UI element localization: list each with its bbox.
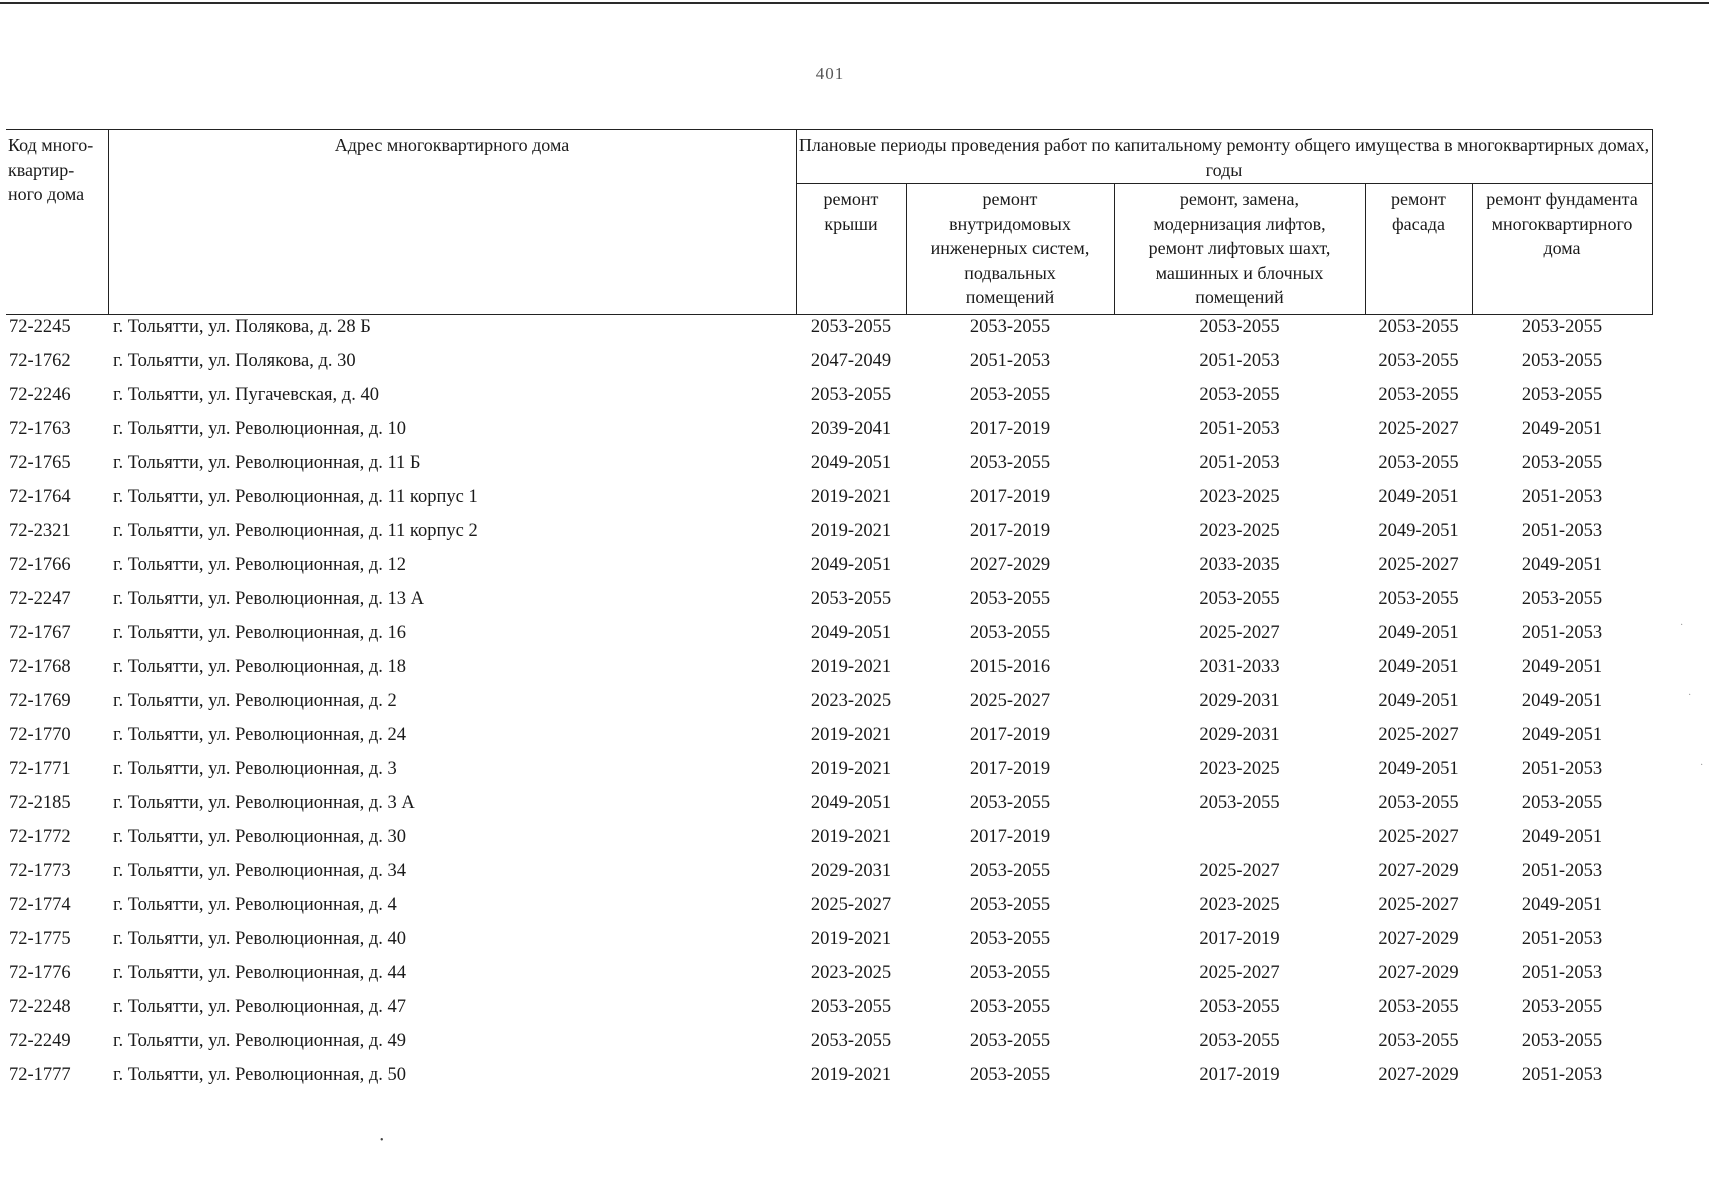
cell-roof: 2019-2021 (810, 929, 892, 949)
cell-foundation: 2053-2055 (1521, 589, 1603, 609)
cell-elevators: 2053-2055 (1199, 589, 1280, 609)
cell-roof: 2025-2027 (810, 895, 892, 915)
cell-address: г. Тольятти, ул. Революционная, д. 3 А (113, 793, 415, 813)
table-row (6, 859, 1652, 893)
header-planned-periods: Плановые периоды проведения работ по капитальному ремонту общего имущества в многоквартирных домах, годы (796, 130, 1652, 184)
cell-address: г. Тольятти, ул. Революционная, д. 50 (113, 1065, 406, 1085)
cell-elevators: 2029-2031 (1199, 725, 1280, 745)
cell-roof: 2039-2041 (810, 419, 892, 439)
cell-facade: 2053-2055 (1378, 589, 1459, 609)
cell-code: 72-1776 (9, 963, 71, 983)
table-row (6, 485, 1652, 519)
cell-foundation: 2053-2055 (1521, 1031, 1603, 1051)
cell-address: г. Тольятти, ул. Революционная, д. 30 (113, 827, 406, 847)
cell-engineering-systems: 2053-2055 (969, 793, 1051, 813)
cell-address: г. Тольятти, ул. Революционная, д. 16 (113, 623, 406, 643)
table-row (6, 757, 1652, 791)
cell-address: г. Тольятти, ул. Революционная, д. 2 (113, 691, 397, 711)
cell-address: г. Тольятти, ул. Революционная, д. 12 (113, 555, 406, 575)
table-row (6, 349, 1652, 383)
cell-roof: 2023-2025 (810, 963, 892, 983)
table-body (6, 315, 1652, 1098)
cell-roof: 2053-2055 (810, 317, 892, 337)
cell-elevators: 2053-2055 (1199, 793, 1280, 813)
cell-elevators: 2023-2025 (1199, 895, 1280, 915)
cell-address: г. Тольятти, ул. Революционная, д. 24 (113, 725, 406, 745)
cell-foundation: 2053-2055 (1521, 453, 1603, 473)
table-row (6, 655, 1652, 689)
cell-code: 72-1768 (9, 657, 71, 677)
cell-foundation: 2051-2053 (1521, 487, 1603, 507)
table-row (6, 587, 1652, 621)
cell-engineering-systems: 2053-2055 (969, 963, 1051, 983)
cell-elevators: 2051-2053 (1199, 419, 1280, 439)
cell-facade: 2049-2051 (1378, 623, 1459, 643)
cell-roof: 2053-2055 (810, 589, 892, 609)
cell-facade: 2025-2027 (1378, 419, 1459, 439)
cell-elevators: 2033-2035 (1199, 555, 1280, 575)
cell-facade: 2053-2055 (1378, 453, 1459, 473)
scan-speck: · (1688, 690, 1692, 701)
table-row (6, 723, 1652, 757)
table-row (6, 927, 1652, 961)
cell-foundation: 2049-2051 (1521, 895, 1603, 915)
cell-elevators: 2031-2033 (1199, 657, 1280, 677)
cell-address: г. Тольятти, ул. Полякова, д. 30 (113, 351, 356, 371)
header-roof: ремонт крыши (796, 184, 906, 315)
header-code: Код много- квартир- ного дома (6, 130, 108, 315)
cell-facade: 2049-2051 (1378, 691, 1459, 711)
cell-code: 72-1762 (9, 351, 71, 371)
cell-address: г. Тольятти, ул. Революционная, д. 11 Б (113, 453, 421, 473)
cell-roof: 2019-2021 (810, 657, 892, 677)
table-row (6, 451, 1652, 485)
cell-foundation: 2051-2053 (1521, 623, 1603, 643)
cell-roof: 2049-2051 (810, 623, 892, 643)
cell-engineering-systems: 2053-2055 (969, 623, 1051, 643)
cell-code: 72-1766 (9, 555, 71, 575)
cell-code: 72-1767 (9, 623, 71, 643)
cell-address: г. Тольятти, ул. Революционная, д. 3 (113, 759, 397, 779)
cell-foundation: 2049-2051 (1521, 555, 1603, 575)
cell-foundation: 2051-2053 (1521, 521, 1603, 541)
cell-engineering-systems: 2017-2019 (969, 827, 1051, 847)
cell-address: г. Тольятти, ул. Революционная, д. 18 (113, 657, 406, 677)
cell-engineering-systems: 2017-2019 (969, 759, 1051, 779)
cell-roof: 2019-2021 (810, 827, 892, 847)
cell-engineering-systems: 2053-2055 (969, 1031, 1051, 1051)
cell-facade: 2027-2029 (1378, 929, 1459, 949)
table-row (6, 417, 1652, 451)
cell-engineering-systems: 2017-2019 (969, 487, 1051, 507)
cell-engineering-systems: 2053-2055 (969, 1065, 1051, 1085)
table-row (6, 553, 1652, 587)
cell-facade: 2027-2029 (1378, 963, 1459, 983)
cell-facade: 2027-2029 (1378, 861, 1459, 881)
cell-engineering-systems: 2053-2055 (969, 317, 1051, 337)
scan-speck: · (1700, 760, 1704, 771)
cell-code: 72-1770 (9, 725, 71, 745)
cell-roof: 2053-2055 (810, 997, 892, 1017)
table-row (6, 1063, 1652, 1097)
cell-code: 72-2321 (9, 521, 71, 541)
cell-engineering-systems: 2051-2053 (969, 351, 1051, 371)
cell-foundation: 2049-2051 (1521, 691, 1603, 711)
cell-roof: 2053-2055 (810, 385, 892, 405)
scan-speck: · (1680, 620, 1684, 631)
cell-facade: 2053-2055 (1378, 385, 1459, 405)
cell-foundation: 2053-2055 (1521, 317, 1603, 337)
cell-address: г. Тольятти, ул. Революционная, д. 49 (113, 1031, 406, 1051)
cell-address: г. Тольятти, ул. Революционная, д. 4 (113, 895, 397, 915)
cell-address: г. Тольятти, ул. Революционная, д. 34 (113, 861, 406, 881)
table-row (6, 689, 1652, 723)
cell-facade: 2049-2051 (1378, 759, 1459, 779)
cell-engineering-systems: 2053-2055 (969, 453, 1051, 473)
cell-code: 72-1765 (9, 453, 71, 473)
cell-foundation: 2053-2055 (1521, 793, 1603, 813)
cell-elevators: 2023-2025 (1199, 759, 1280, 779)
cell-foundation: 2051-2053 (1521, 861, 1603, 881)
cell-facade: 2025-2027 (1378, 895, 1459, 915)
cell-foundation: 2053-2055 (1521, 385, 1603, 405)
top-border-line (0, 2, 1709, 4)
cell-engineering-systems: 2053-2055 (969, 589, 1051, 609)
cell-foundation: 2049-2051 (1521, 419, 1603, 439)
cell-address: г. Тольятти, ул. Полякова, д. 28 Б (113, 317, 371, 337)
table-row (6, 791, 1652, 825)
table-row (6, 825, 1652, 859)
cell-elevators: 2017-2019 (1199, 929, 1280, 949)
cell-facade: 2025-2027 (1378, 555, 1459, 575)
cell-address: г. Тольятти, ул. Революционная, д. 44 (113, 963, 406, 983)
cell-roof: 2019-2021 (810, 1065, 892, 1085)
cell-elevators: 2053-2055 (1199, 385, 1280, 405)
cell-engineering-systems: 2053-2055 (969, 997, 1051, 1017)
table-row (6, 1029, 1652, 1063)
cell-foundation: 2051-2053 (1521, 929, 1603, 949)
cell-code: 72-1764 (9, 487, 71, 507)
header-address: Адрес многоквартирного дома (108, 130, 796, 315)
cell-elevators: 2017-2019 (1199, 1065, 1280, 1085)
cell-elevators: 2023-2025 (1199, 521, 1280, 541)
cell-foundation: 2053-2055 (1521, 997, 1603, 1017)
cell-roof: 2023-2025 (810, 691, 892, 711)
cell-elevators: 2025-2027 (1199, 861, 1280, 881)
cell-facade: 2053-2055 (1378, 1031, 1459, 1051)
cell-facade: 2025-2027 (1378, 827, 1459, 847)
cell-engineering-systems: 2017-2019 (969, 521, 1051, 541)
cell-code: 72-1773 (9, 861, 71, 881)
cell-roof: 2019-2021 (810, 487, 892, 507)
cell-elevators: 2053-2055 (1199, 1031, 1280, 1051)
cell-elevators: 2023-2025 (1199, 487, 1280, 507)
header-facade: ремонт фасада (1365, 184, 1472, 315)
cell-code: 72-1769 (9, 691, 71, 711)
cell-roof: 2019-2021 (810, 759, 892, 779)
cell-roof: 2019-2021 (810, 521, 892, 541)
cell-code: 72-1772 (9, 827, 71, 847)
cell-roof: 2019-2021 (810, 725, 892, 745)
cell-code: 72-1775 (9, 929, 71, 949)
table-row (6, 995, 1652, 1029)
cell-facade: 2049-2051 (1378, 521, 1459, 541)
cell-code: 72-1771 (9, 759, 71, 779)
cell-code: 72-1777 (9, 1065, 71, 1085)
repair-schedule-table (6, 129, 1653, 1097)
cell-address: г. Тольятти, ул. Революционная, д. 11 корпус 1 (113, 487, 478, 507)
cell-foundation: 2051-2053 (1521, 759, 1603, 779)
cell-address: г. Тольятти, ул. Пугачевская, д. 40 (113, 385, 379, 405)
cell-engineering-systems: 2053-2055 (969, 385, 1051, 405)
cell-code: 72-2247 (9, 589, 71, 609)
cell-facade: 2025-2027 (1378, 725, 1459, 745)
cell-code: 72-2248 (9, 997, 71, 1017)
cell-elevators: 2051-2053 (1199, 453, 1280, 473)
cell-address: г. Тольятти, ул. Революционная, д. 13 А (113, 589, 424, 609)
cell-foundation: 2049-2051 (1521, 657, 1603, 677)
table-row (6, 961, 1652, 995)
cell-roof: 2049-2051 (810, 453, 892, 473)
cell-elevators: 2053-2055 (1199, 317, 1280, 337)
cell-engineering-systems: 2015-2016 (969, 657, 1051, 677)
cell-address: г. Тольятти, ул. Революционная, д. 40 (113, 929, 406, 949)
cell-roof: 2049-2051 (810, 793, 892, 813)
cell-address: г. Тольятти, ул. Революционная, д. 11 корпус 2 (113, 521, 478, 541)
cell-facade: 2049-2051 (1378, 657, 1459, 677)
cell-engineering-systems: 2017-2019 (969, 419, 1051, 439)
cell-facade: 2053-2055 (1378, 793, 1459, 813)
cell-elevators: 2025-2027 (1199, 963, 1280, 983)
cell-facade: 2049-2051 (1378, 487, 1459, 507)
cell-engineering-systems: 2053-2055 (969, 895, 1051, 915)
cell-roof: 2049-2051 (810, 555, 892, 575)
cell-foundation: 2053-2055 (1521, 351, 1603, 371)
cell-roof: 2047-2049 (810, 351, 892, 371)
cell-elevators: 2051-2053 (1199, 351, 1280, 371)
table-row (6, 621, 1652, 655)
cell-elevators: 2029-2031 (1199, 691, 1280, 711)
cell-address: г. Тольятти, ул. Революционная, д. 47 (113, 997, 406, 1017)
scan-speck: • (380, 1135, 384, 1146)
cell-roof: 2053-2055 (810, 1031, 892, 1051)
header-elevators: ремонт, замена, модернизация лифтов, ремонт лифтовых шахт, машинных и блочных помещений (1114, 184, 1365, 315)
table-row (6, 893, 1652, 927)
table-row (6, 315, 1652, 350)
cell-facade: 2053-2055 (1378, 351, 1459, 371)
cell-code: 72-1774 (9, 895, 71, 915)
cell-code: 72-2249 (9, 1031, 71, 1051)
cell-engineering-systems: 2053-2055 (969, 929, 1051, 949)
header-engineering-systems: ремонт внутридомовых инженерных систем, подвальных помещений (906, 184, 1114, 315)
cell-facade: 2053-2055 (1378, 317, 1459, 337)
cell-foundation: 2051-2053 (1521, 963, 1603, 983)
cell-code: 72-2245 (9, 317, 71, 337)
cell-elevators (1114, 825, 1365, 859)
cell-foundation: 2051-2053 (1521, 1065, 1603, 1085)
page-number: 401 (815, 64, 845, 83)
cell-foundation: 2049-2051 (1521, 725, 1603, 745)
cell-elevators: 2025-2027 (1199, 623, 1280, 643)
cell-engineering-systems: 2025-2027 (969, 691, 1051, 711)
cell-code: 72-1763 (9, 419, 71, 439)
cell-code: 72-2246 (9, 385, 71, 405)
cell-foundation: 2049-2051 (1521, 827, 1603, 847)
cell-engineering-systems: 2017-2019 (969, 725, 1051, 745)
cell-facade: 2053-2055 (1378, 997, 1459, 1017)
cell-elevators: 2053-2055 (1199, 997, 1280, 1017)
header-foundation: ремонт фундамента многоквартирного дома (1472, 184, 1652, 315)
table-row (6, 383, 1652, 417)
cell-engineering-systems: 2053-2055 (969, 861, 1051, 881)
cell-facade: 2027-2029 (1378, 1065, 1459, 1085)
table-row (6, 519, 1652, 553)
cell-address: г. Тольятти, ул. Революционная, д. 10 (113, 419, 406, 439)
cell-code: 72-2185 (9, 793, 71, 813)
cell-engineering-systems: 2027-2029 (969, 555, 1051, 575)
cell-roof: 2029-2031 (810, 861, 892, 881)
